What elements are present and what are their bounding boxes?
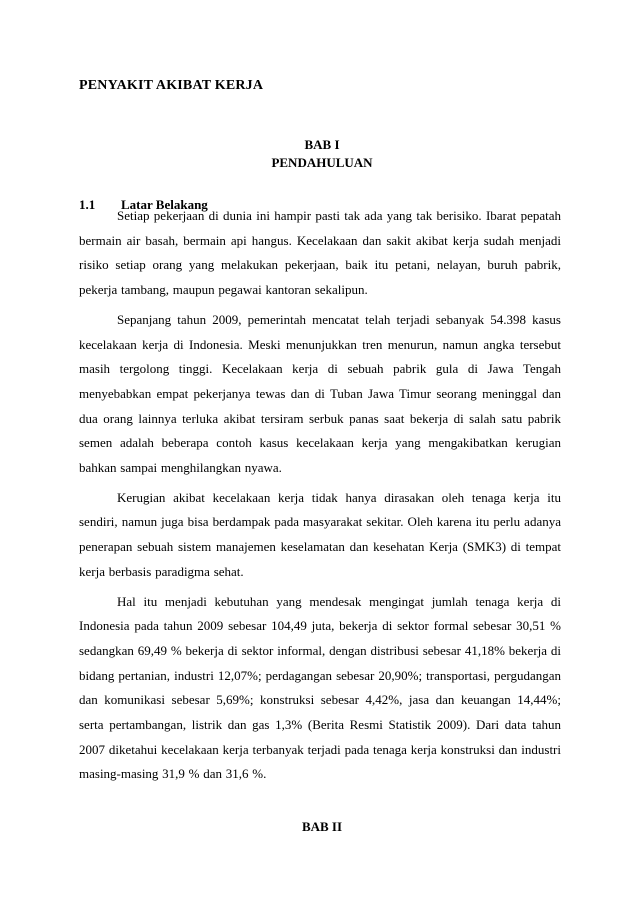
section-number: 1.1 — [79, 197, 96, 212]
paragraph: Setiap pekerjaan di dunia ini hampir pasti tak ada yang tak berisiko. Ibarat pepatah bermain air basah, bermain api hangus. Kecelakaan dan sakit akibat kerja sudah menjadi risiko setiap orang yang melakukan pekerjaan, baik itu petani, nelayan, buruh pabrik, pekerja tambang, maupun pegawai kantoran sekalipun. — [79, 208, 561, 298]
document-title: PENYAKIT AKIBAT KERJA — [79, 78, 264, 93]
next-chapter-number: BAB II — [301, 819, 343, 834]
chapter-title: PENDAHULUAN — [271, 155, 373, 170]
paragraph: Hal itu menjadi kebutuhan yang mendesak mengingat jumlah tenaga kerja di Indonesia pada tahun 2009 sebesar 104,49 juta, bekerja di sektor formal sebesar 30,51 % sedangkan 69,49 % bekerja di sektor informal, dengan distribusi sebesar 41,18% bekerja di bidang pertanian, industri 12,07%; perdagangan sebesar 20,90%; transportasi, pergudangan dan komunikasi sebesar 5,69%; konstruksi sebesar 4,42%, jasa dan keuangan 14,44%; serta pertambangan, listrik dan gas 1,3% (Berita Resmi Statistik 2009). Dari data tahun 2007 diketahui kecelakaan kerja terbanyak terjadi pada tenaga kerja konstruksi dan industri masing-masing 31,9 % dan 31,6 %. — [79, 593, 561, 782]
paragraph: Kerugian akibat kecelakaan kerja tidak hanya dirasakan oleh tenaga kerja itu sendiri, namun juga bisa berdampak pada masyarakat sekitar. Oleh karena itu perlu adanya penerapan sebuah sistem manajemen keselamatan dan kesehatan Kerja (SMK3) di tempat kerja berbasis paradigma sehat. — [79, 489, 561, 579]
section-title: Latar Belakang — [121, 197, 208, 212]
paragraph: Sepanjang tahun 2009, pemerintah mencatat telah terjadi sebanyak 54.398 kasus kecelakaan kerja di Indonesia. Meski menunjukkan tren menurun, namun angka tersebut masih tergolong tinggi. Kecelakaan kerja di sebuah pabrik gula di Jawa Tengah menyebabkan empat pekerjanya tewas dan di Tuban Jawa Timur seorang meninggal dan dua orang lainnya terluka akibat tersiram serbuk panas saat bekerja di salah satu pabrik semen adalah beberapa contoh kasus kecelakaan kerja yang mengakibatkan kerugian bahkan sampai menghilangkan nyawa. — [79, 311, 561, 476]
body-text — [79, 204, 561, 792]
chapter-number: BAB I — [304, 137, 340, 152]
